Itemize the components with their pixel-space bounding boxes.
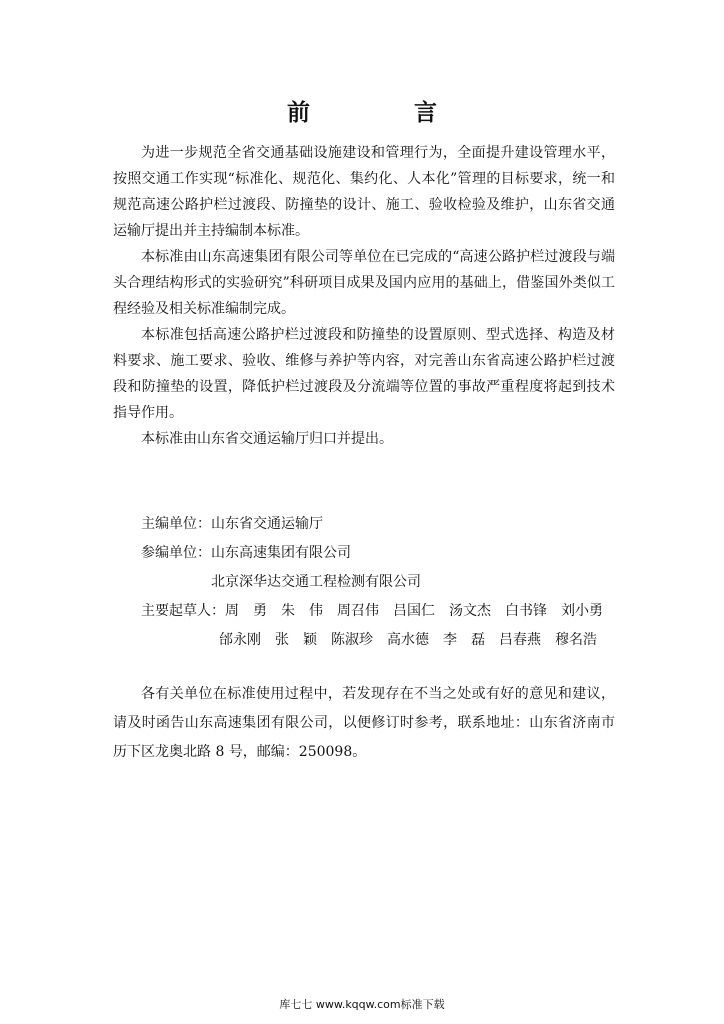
participants-row: [141, 539, 621, 568]
drafters-row-1: [141, 597, 621, 626]
page-title: 前 言: [286, 100, 485, 126]
contributors-block: [141, 510, 621, 655]
paragraph-4: 本标准由山东省交通运输厅归口并提出。: [141, 431, 393, 447]
foreword-body: [113, 140, 615, 452]
contact-note-text: 各有关单位在标准使用过程中，若发现存在不当之处或有好的意见和建议，请及时函告山东高速集团有限公司，以便修订时参考，联系地址：山东省济南市历下区龙奥北路 8 号，邮编：250098。: [113, 686, 615, 760]
drafters-names-2: 邰永刚 张 颖 陈淑珍 高水德 李 磊 吕春燕 穆名浩: [219, 632, 597, 648]
participant-2: 北京深华达交通工程检测有限公司: [211, 574, 421, 590]
contact-note: [113, 680, 615, 767]
drafters-row-2: [141, 626, 621, 655]
participants-label: 参编单位：: [141, 545, 211, 561]
paragraph-1: 为进一步规范全省交通基础设施建设和管理行为，全面提升建设管理水平，按照交通工作实现“标准化、规范化、集约化、人本化”管理的目标要求，统一和规范高速公路护栏过渡段、防撞垫的设计、施工、验收检验及维护，山东省交通运输厅提出并主持编制本标准。: [113, 145, 615, 239]
drafters-names-1: 周 勇 朱 伟 周召伟 吕国仁 汤文杰 白书锋 刘小勇: [225, 603, 603, 619]
participant-1: 山东高速集团有限公司: [211, 545, 351, 561]
chief-editor-label: 主编单位：: [141, 516, 211, 532]
paragraph-3: 本标准包括高速公路护栏过渡段和防撞垫的设置原则、型式选择、构造及材料要求、施工要求、验收、维修与养护等内容，对完善山东省高速公路护栏过渡段和防撞垫的设置，降低护栏过渡段及分流端等位置的事故严重程度将起到技术指导作用。: [113, 327, 615, 421]
chief-editor-row: [141, 510, 621, 539]
chief-editor-value: 山东省交通运输厅: [211, 516, 323, 532]
paragraph-2: 本标准由山东高速集团有限公司等单位在已完成的“高速公路护栏过渡段与端头合理结构形式的实验研究”科研项目成果及国内应用的基础上，借鉴国外类似工程经验及相关标准编制完成。: [113, 249, 615, 317]
footer-watermark: 库七七 www.kqqw.com标准下载: [279, 998, 445, 1011]
participants-row-2: [141, 568, 621, 597]
drafters-label: 主要起草人：: [141, 603, 225, 619]
